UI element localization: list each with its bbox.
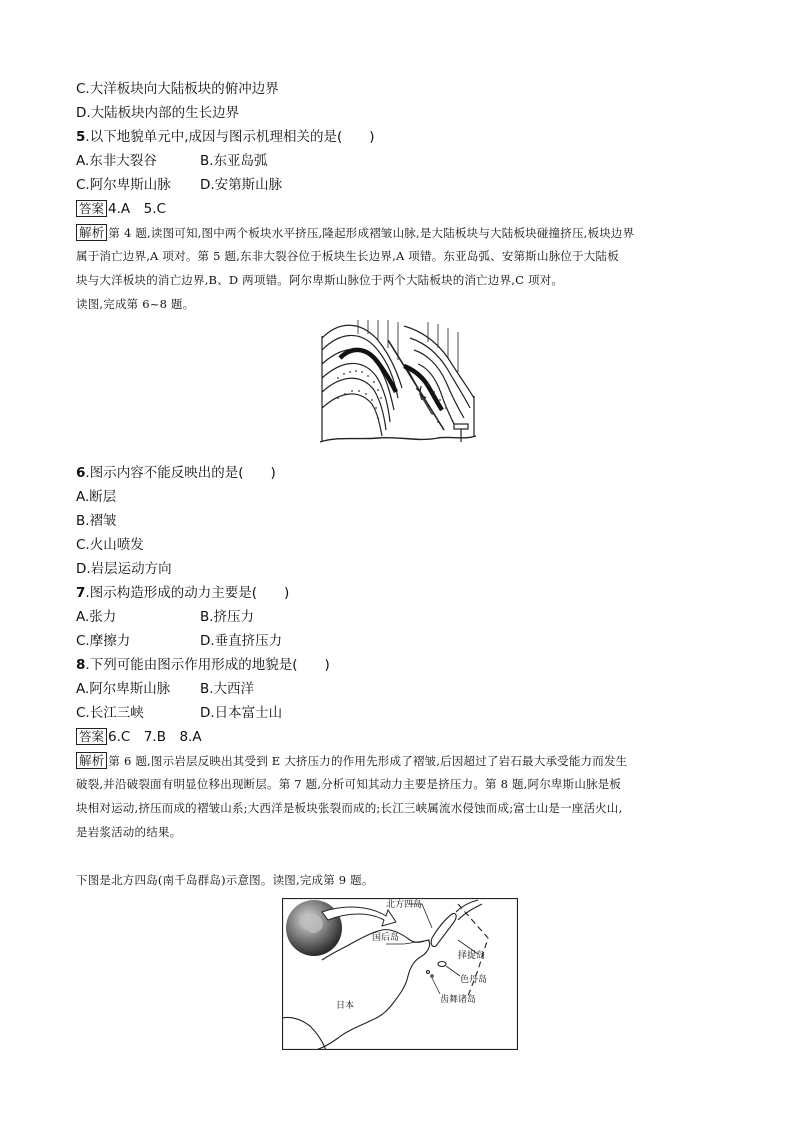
question-text: .下列可能由图示作用形成的地貌是( ) (85, 657, 330, 673)
map-label-title: 北方四岛 (386, 900, 423, 910)
option-row (76, 176, 283, 194)
fold-fault-diagram (318, 318, 478, 456)
option-a: A.阿尔卑斯山脉 (76, 681, 171, 697)
question-text: .图示内容不能反映出的是( ) (85, 465, 276, 481)
option-row (76, 152, 268, 170)
answer-text: 6.C 7.B 8.A (108, 729, 202, 745)
question-6-stem (76, 464, 276, 482)
question-text: .图示构造形成的动力主要是( ) (85, 585, 290, 601)
map-label-shikotan: 色丹岛 (460, 975, 488, 985)
option-d: D.岩层运动方向 (76, 561, 172, 577)
option-d: D.日本富士山 (200, 705, 283, 721)
analysis-line (76, 752, 627, 769)
option-row (76, 680, 255, 698)
option-c: C.阿尔卑斯山脉 (76, 177, 171, 193)
map-label-habomai: 齿舞诸岛 (440, 995, 477, 1005)
analysis-line: 属于消亡边界,A 项对。第 5 题,东非大裂谷位于板块生长边界,A 项错。东亚岛弧、安第斯山脉位于大陆板 (76, 249, 619, 263)
option-c-q4: C.大洋板块向大陆板块的俯冲边界 (76, 81, 279, 97)
option-a: A.张力 (76, 609, 117, 625)
analysis-tag: 解析 (76, 224, 107, 241)
analysis-text: 第 4 题,读图可知,图中两个板块水平挤压,隆起形成褶皱山脉,是大陆板块与大陆板块碰撞挤压,板块边界 (108, 226, 635, 240)
option-d: D.安第斯山脉 (200, 177, 283, 193)
answer-tag: 答案 (76, 200, 107, 217)
option-a: A.断层 (76, 489, 117, 505)
analysis-line: 块与大洋板块的消亡边界,B、D 两项错。阿尔卑斯山脉位于两个大陆板块的消亡边界,C 项对。 (76, 273, 564, 287)
analysis-line: 破裂,并沿破裂面有明显位移出现断层。第 7 题,分析可知其动力主要是挤压力。第 8 题,阿尔卑斯山脉是板 (76, 777, 622, 791)
question-number: 7 (76, 585, 86, 601)
option-b: B.东亚岛弧 (200, 153, 268, 169)
option-b: B.褶皱 (76, 513, 117, 529)
question-number: 5 (76, 129, 86, 145)
answer-row (76, 200, 166, 218)
map-label-etorofu: 择捉岛 (458, 951, 486, 961)
option-b: B.挤压力 (200, 609, 255, 625)
rock-layer (322, 394, 382, 436)
question-8-stem (76, 656, 330, 674)
option-row (76, 704, 283, 722)
analysis-tag: 解析 (76, 752, 107, 769)
analysis-text: 第 6 题,图示岩层反映出其受到 E 大挤压力的作用先形成了褶皱,后因超过了岩石最大承受能力而发生 (108, 754, 628, 768)
section-intro: 下图是北方四岛(南千岛群岛)示意图。读图,完成第 9 题。 (76, 873, 374, 887)
question-text: .以下地貌单元中,成因与图示机理相关的是( ) (85, 129, 375, 145)
hammer-icon (454, 424, 468, 442)
map-label-japan: 日本 (336, 1001, 355, 1011)
answer-text: 4.A 5.C (108, 201, 166, 217)
question-7-stem (76, 584, 289, 602)
analysis-line (76, 224, 634, 241)
rock-layer (322, 378, 386, 430)
arrow-icon (420, 394, 432, 414)
question-number: 8 (76, 657, 86, 673)
option-row (76, 632, 283, 650)
option-c: C.火山喷发 (76, 537, 144, 553)
option-c: C.摩擦力 (76, 633, 131, 649)
answer-tag: 答案 (76, 728, 107, 745)
option-row (76, 608, 255, 626)
rock-layer (322, 363, 390, 422)
option-d-q4: D.大陆板块内部的生长边界 (76, 105, 240, 121)
option-b: B.大西洋 (200, 681, 255, 697)
northern-islands-map (282, 898, 518, 1050)
analysis-line: 块相对运动,挤压而成的褶皱山系;大西洋是板块张裂而成的;长江三峡属流水侵蚀而成;富士山是一座活火山, (76, 801, 623, 815)
map-label-kunashir: 国后岛 (372, 933, 400, 943)
section-intro: 读图,完成第 6~8 题。 (76, 297, 195, 311)
option-c: C.长江三峡 (76, 705, 144, 721)
rock-layer (322, 335, 398, 398)
answer-row (76, 728, 202, 746)
option-d: D.垂直挤压力 (200, 633, 283, 649)
question-5-stem (76, 128, 375, 146)
question-number: 6 (76, 465, 86, 481)
option-a: A.东非大裂谷 (76, 153, 157, 169)
analysis-line: 是岩浆活动的结果。 (76, 825, 182, 839)
